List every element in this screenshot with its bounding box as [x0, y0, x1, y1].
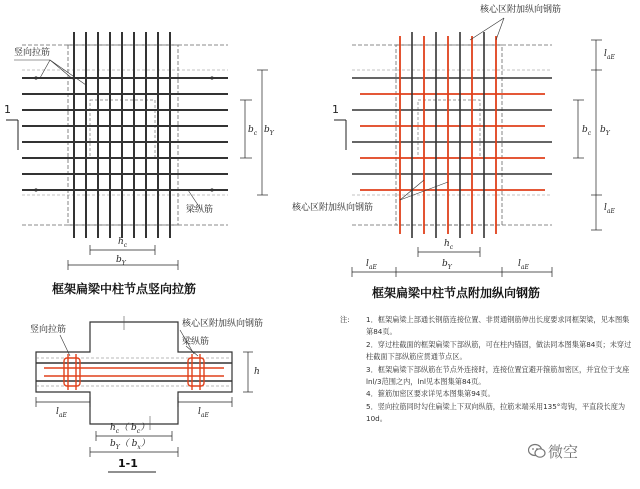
section-black-bars: [36, 363, 232, 381]
title-additional-bars: 框架扁梁中柱节点附加纵向钢筋: [372, 286, 541, 300]
dim-laE-bottom: $l_{aE}$: [604, 203, 615, 215]
section-mark-right: 1: [332, 103, 339, 116]
dim-laE-right: $l_{aE}$: [518, 259, 529, 271]
beam-long-bars: [22, 78, 228, 190]
notes-block: [340, 314, 632, 426]
label-vertical-ties: 竖向拉筋: [14, 48, 51, 58]
vertical-bars: [74, 32, 170, 238]
dim-laE-top: $l_{aE}$: [604, 49, 615, 61]
dim-bY: $b_Y$: [264, 125, 274, 137]
core-bars-red-vertical: [400, 36, 496, 234]
tie-leaders: [14, 60, 86, 85]
note-item: 3．框架扁梁下部纵筋在节点外连接时，连接位置宜避开箍筋加密区，并宜位于支座lnl/3范围之内，lnl见本图集第84页。: [366, 364, 630, 387]
notes-list: [340, 314, 632, 426]
watermark-text: 微空: [548, 443, 579, 461]
plan-additional-bars: [334, 18, 602, 277]
section-dim-laE-left: $l_{aE}$: [56, 407, 67, 419]
section-dim-h: h: [254, 367, 260, 377]
section-title: 1-1: [118, 457, 138, 470]
note-item: 5．竖向拉筋同时勾住扁梁上下双向纵筋，拉筋末端采用135°弯钩，平直段长度为10d。: [366, 401, 626, 424]
section-label-vertical-ties: 竖向拉筋: [30, 325, 67, 335]
dim-bc-right: $b_c$: [582, 125, 592, 137]
label-core-bars-top: 核心区附加纵向钢筋: [480, 5, 562, 15]
note-item: 4．箍筋加密区要求详见本图集第94页。: [366, 389, 495, 399]
wechat-icon: [528, 443, 546, 459]
section-mark-left: 1: [4, 103, 11, 116]
label-beam-long-bars: 梁纵筋: [186, 205, 214, 215]
section-dim-laE-right: $l_{aE}$: [198, 407, 209, 419]
dim-hc-right: $h_c$: [444, 239, 454, 251]
note-item: 2．穿过柱截面的框架扁梁下部纵筋，可在柱内锚固，做法同本图集第84页；未穿过柱截面下部纵筋应贯通节点区。: [366, 339, 632, 362]
section-label-core-bars: 核心区附加纵向钢筋: [182, 319, 264, 329]
note-item: 1．框架扁梁上部通长钢筋连接位置、非贯通钢筋伸出长度要求同框架梁，见本图集第84页。: [366, 315, 630, 337]
dim-bc: $b_c$: [248, 125, 258, 137]
dim-bY-right: $b_Y$: [600, 125, 610, 137]
dim-by: $b_Y$: [116, 255, 126, 267]
section-red-bars: [44, 368, 224, 376]
dim-laE-left: $l_{aE}$: [366, 259, 377, 271]
section-dim-by-bx: $b_Y$（ $b_x$）: [110, 439, 150, 451]
title-vertical-ties: 框架扁梁中柱节点竖向拉筋: [52, 282, 197, 296]
dim-hc: $h_c$: [118, 237, 128, 249]
notes-heading: 注:: [340, 315, 350, 324]
dim-by-right: $b_Y$: [442, 259, 452, 271]
section-dim-hc-bc: $h_c$（ $b_c$）: [110, 423, 150, 435]
label-core-bars-bottom: 核心区附加纵向钢筋: [292, 203, 374, 213]
plan-vertical-ties: [6, 32, 268, 270]
section-label-beam-bars: 梁纵筋: [182, 337, 210, 347]
